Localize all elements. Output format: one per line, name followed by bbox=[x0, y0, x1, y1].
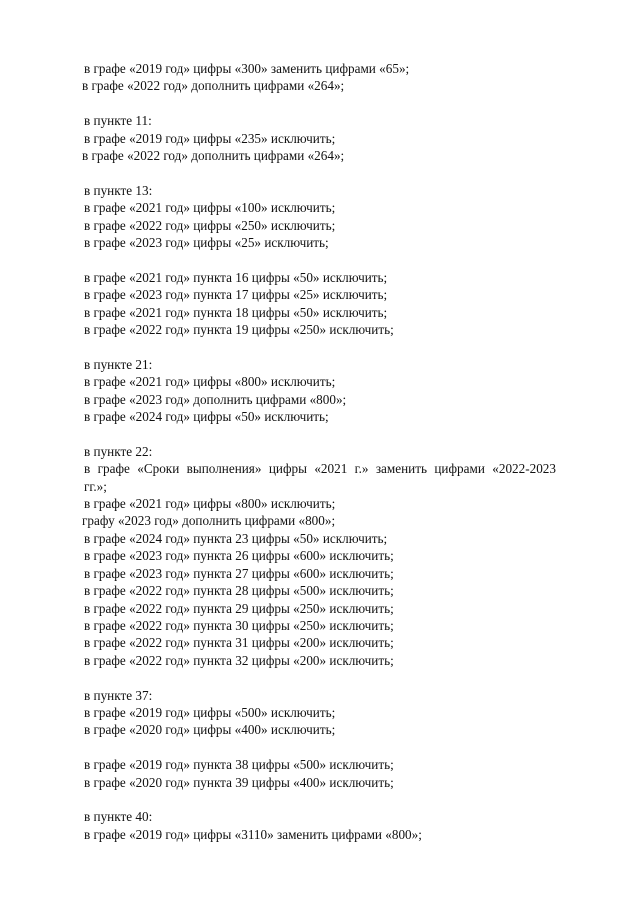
text-line: в графе «2022 год» пункта 32 цифры «200» исключить; bbox=[84, 652, 394, 668]
text-line: в графе «2019 год» цифры «3110» заменить цифрами «800»; bbox=[84, 826, 422, 842]
text-line: в графе «2022 год» пункта 31 цифры «200» исключить; bbox=[84, 635, 394, 651]
text-line: в графе «2019 год» цифры «500» исключить; bbox=[84, 704, 336, 720]
paragraph-gap bbox=[84, 251, 556, 268]
text-line: в графе «2019 год» цифры «235» исключить; bbox=[84, 130, 336, 146]
section-heading: в пункте 22: bbox=[84, 443, 153, 459]
text-line: в графе «2022 год» пункта 19 цифры «250» исключить; bbox=[84, 322, 394, 338]
text-line: в графе «2023 год» пункта 27 цифры «600» исключить; bbox=[84, 565, 394, 581]
text-line: в графе «2022 год» пункта 28 цифры «500» исключить; bbox=[84, 583, 394, 599]
text-line: в графе «2024 год» цифры «50» исключить; bbox=[84, 409, 329, 425]
text-line: в графе «2022 год» дополнить цифрами «264»; bbox=[82, 78, 345, 94]
text-line: в графе «2020 год» цифры «400» исключить; bbox=[84, 722, 336, 738]
text-line-wrapped: в графе «Сроки выполнения» цифры «2021 г.» заменить цифрами «2022-2023 гг.»; bbox=[84, 461, 556, 494]
text-line: в графе «2024 год» пункта 23 цифры «50» исключить; bbox=[84, 530, 388, 546]
text-line: в графе «2023 год» пункта 26 цифры «600» исключить; bbox=[84, 548, 394, 564]
text-line: в графе «2021 год» цифры «800» исключить; bbox=[84, 496, 336, 512]
text-line: в графе «2023 год» цифры «25» исключить; bbox=[84, 235, 329, 251]
text-line: в графе «2019 год» пункта 38 цифры «500» исключить; bbox=[84, 757, 394, 773]
text-line: в графе «2021 год» пункта 18 цифры «50» исключить; bbox=[84, 304, 388, 320]
section-heading: в пункте 11: bbox=[84, 113, 152, 129]
text-line: в графе «2020 год» пункта 39 цифры «400» исключить; bbox=[84, 774, 394, 790]
document-page bbox=[84, 60, 556, 843]
text-line: в графе «2022 год» пункта 29 цифры «250» исключить; bbox=[84, 600, 394, 616]
text-line: в графе «2021 год» пункта 16 цифры «50» исключить; bbox=[84, 269, 388, 285]
paragraph-gap bbox=[84, 95, 556, 112]
paragraph-gap bbox=[84, 791, 556, 808]
text-line: в графе «2019 год» цифры «300» заменить цифрами «65»; bbox=[84, 61, 410, 76]
text-line: графу «2023 год» дополнить цифрами «800»; bbox=[82, 513, 336, 529]
text-line: в графе «2021 год» цифры «800» исключить; bbox=[84, 374, 336, 390]
paragraph-gap bbox=[84, 739, 556, 756]
text-line: в графе «2022 год» цифры «250» исключить; bbox=[84, 217, 336, 233]
paragraph-gap bbox=[84, 669, 556, 686]
text-line: в графе «2021 год» цифры «100» исключить; bbox=[84, 200, 336, 216]
text-line: в графе «2023 год» пункта 17 цифры «25» исключить; bbox=[84, 287, 388, 303]
section-heading: в пункте 40: bbox=[84, 809, 153, 825]
text-line: в графе «2023 год» дополнить цифрами «800»; bbox=[84, 391, 347, 407]
section-heading: в пункте 37: bbox=[84, 687, 153, 703]
paragraph-gap bbox=[84, 338, 556, 355]
text-line: в графе «2022 год» пункта 30 цифры «250» исключить; bbox=[84, 617, 394, 633]
paragraph-gap bbox=[84, 164, 556, 181]
section-heading: в пункте 21: bbox=[84, 356, 153, 372]
paragraph-gap bbox=[84, 425, 556, 442]
section-heading: в пункте 13: bbox=[84, 182, 153, 198]
text-line: в графе «2022 год» дополнить цифрами «264»; bbox=[82, 148, 345, 164]
